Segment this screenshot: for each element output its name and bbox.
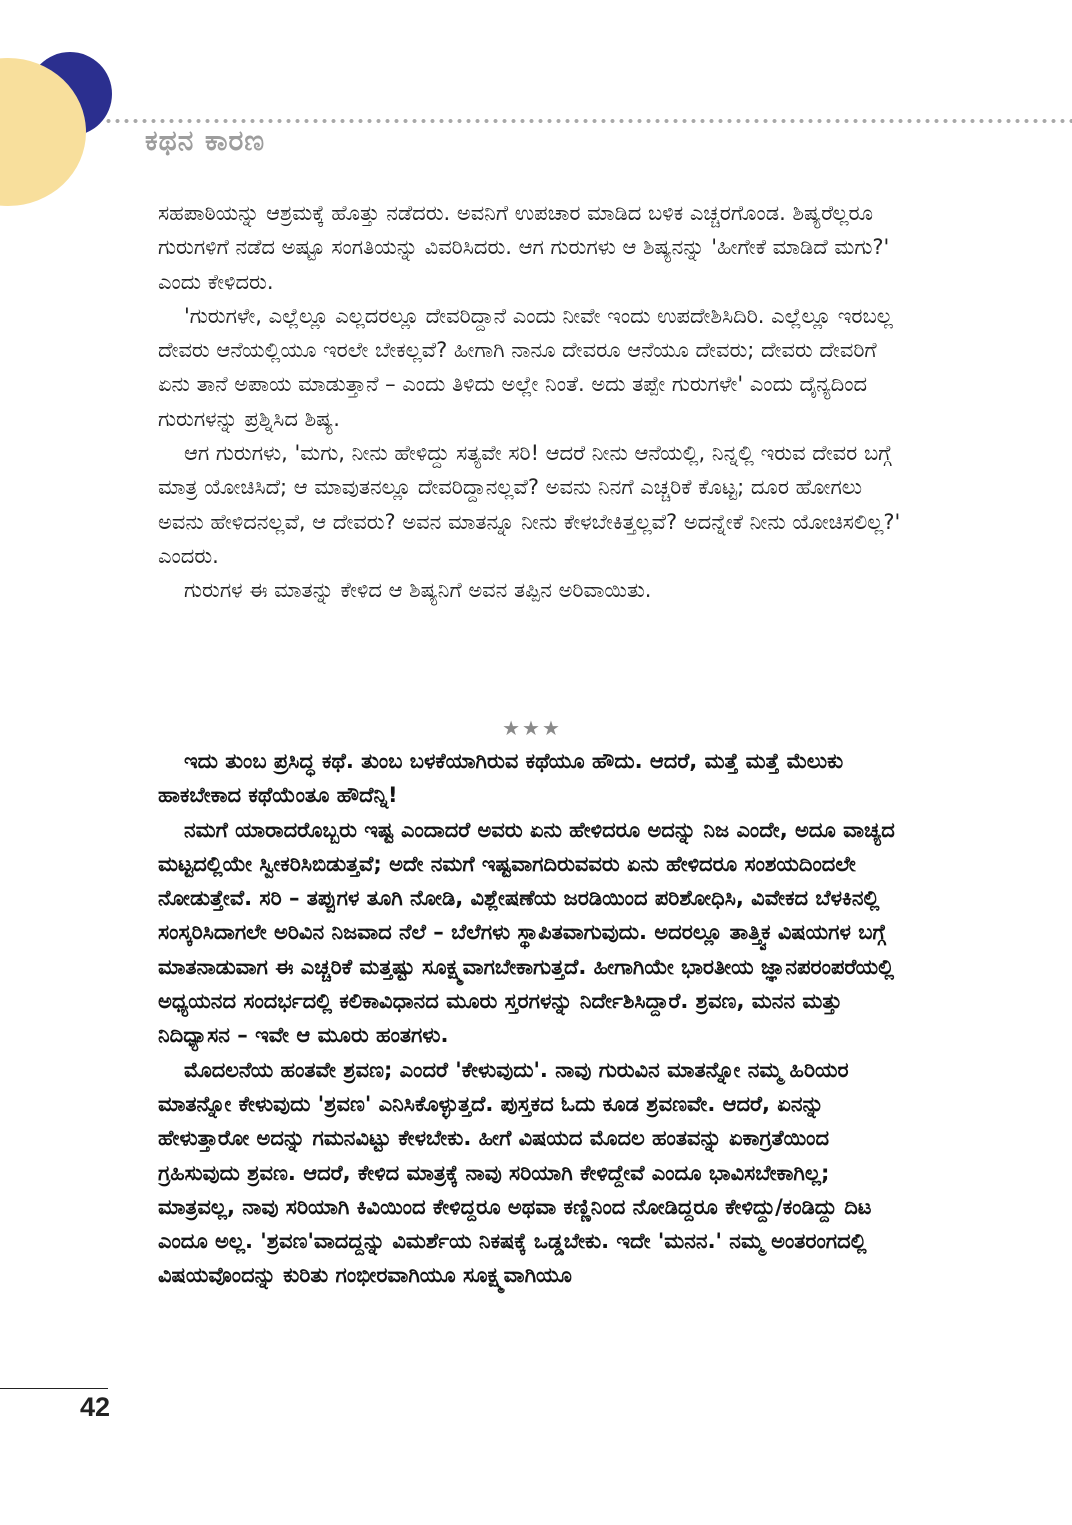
story-paragraph: 'ಗುರುಗಳೇ, ಎಲ್ಲೆಲ್ಲೂ ಎಲ್ಲದರಲ್ಲೂ ದೇವರಿದ್ದಾನೆ ಎಂದು ನೀವೇ ಇಂದು ಉಪದೇಶಿಸಿದಿರಿ. ಎಲ್ಲೆಲ್ಲೂ ಇರಬಲ್ಲ ದೇವರು ಆನೆಯಲ್ಲಿಯೂ ಇರಲೇ ಬೇಕಲ್ಲವೆ? ಹೀಗಾಗಿ ನಾನೂ ದೇವರೂ ಆನೆಯೂ ದೇವರು; ದೇವರು ದೇವರಿಗೆ ಏನು ತಾನೆ ಅಪಾಯ ಮಾಡುತ್ತಾನೆ – ಎಂದು ತಿಳಿದು ಅಲ್ಲೇ ನಿಂತೆ. ಅದು ತಪ್ಪೇ ಗುರುಗಳೇ' ಎಂದು ದೈನ್ಯದಿಂದ ಗುರುಗಳನ್ನು ಪ್ರಶ್ನಿಸಿದ ಶಿಷ್ಯ. <box>158 303 893 431</box>
story-paragraph: ಗುರುಗಳ ಈ ಮಾತನ್ನು ಕೇಳಿದ ಆ ಶಿಷ್ಯನಿಗೆ ಅವನ ತಪ್ಪಿನ ಅರಿವಾಯಿತು. <box>184 578 652 603</box>
commentary-text-block <box>158 744 908 1293</box>
story-text-block <box>158 196 908 608</box>
commentary-paragraph: ಮೊದಲನೆಯ ಹಂತವೇ ಶ್ರವಣ; ಎಂದರೆ 'ಕೇಳುವುದು'. ನಾವು ಗುರುವಿನ ಮಾತನ್ನೋ ನಮ್ಮ ಹಿರಿಯರ ಮಾತನ್ನೋ ಕೇಳುವುದು 'ಶ್ರವಣ' ಎನಿಸಿಕೊಳ್ಳುತ್ತದೆ. ಪುಸ್ತಕದ ಓದು ಕೂಡ ಶ್ರವಣವೇ. ಆದರೆ, ಏನನ್ನು ಹೇಳುತ್ತಾರೋ ಅದನ್ನು ಗಮನವಿಟ್ಟು ಕೇಳಬೇಕು. ಹೀಗೆ ವಿಷಯದ ಮೊದಲ ಹಂತವನ್ನು ಏಕಾಗ್ರತೆಯಿಂದ ಗ್ರಹಿಸುವುದು ಶ್ರವಣ. ಆದರೆ, ಕೇಳಿದ ಮಾತ್ರಕ್ಕೆ ನಾವು ಸರಿಯಾಗಿ ಕೇಳಿದ್ದೇವೆ ಎಂದೂ ಭಾವಿಸಬೇಕಾಗಿಲ್ಲ; ಮಾತ್ರವಲ್ಲ, ನಾವು ಸರಿಯಾಗಿ ಕಿವಿಯಿಂದ ಕೇಳಿದ್ದರೂ ಅಥವಾ ಕಣ್ಣಿನಿಂದ ನೋಡಿದ್ದರೂ ಕೇಳಿದ್ದು/ಕಂಡಿದ್ದು ದಿಟ ಎಂದೂ ಅಲ್ಲ. 'ಶ್ರವಣ'ವಾದದ್ದನ್ನು ವಿಮರ್ಶೆಯ ನಿಕಷಕ್ಕೆ ಒಡ್ಡಬೇಕು. ಇದೇ 'ಮನನ.' ನಮ್ಮ ಅಂತರಂಗದಲ್ಲಿ ವಿಷಯವೊಂದನ್ನು ಕುರಿತು ಗಂಭೀರವಾಗಿಯೂ ಸೂಕ್ಷ್ಮವಾಗಿಯೂ <box>158 1057 872 1288</box>
commentary-paragraph: ಇದು ತುಂಬ ಪ್ರಸಿದ್ಧ ಕಥೆ. ತುಂಬ ಬಳಕೆಯಾಗಿರುವ ಕಥೆಯೂ ಹೌದು. ಆದರೆ, ಮತ್ತೆ ಮತ್ತೆ ಮೆಲುಕು ಹಾಕಬೇಕಾದ ಕಥೆಯೆಂತೂ ಹೌದೆನ್ನಿ! <box>158 749 844 808</box>
footer-rule <box>0 1388 108 1389</box>
page-number: 42 <box>80 1392 111 1422</box>
section-header-title: ಕಥನ ಕಾರಣ <box>145 124 266 157</box>
story-paragraph: ಆಗ ಗುರುಗಳು, 'ಮಗು, ನೀನು ಹೇಳಿದ್ದು ಸತ್ಯವೇ ಸರಿ! ಆದರೆ ನೀನು ಆನೆಯಲ್ಲಿ, ನಿನ್ನಲ್ಲಿ ಇರುವ ದೇವರ ಬಗ್ಗೆ ಮಾತ್ರ ಯೋಚಿಸಿದೆ; ಆ ಮಾವುತನಲ್ಲೂ ದೇವರಿದ್ದಾನಲ್ಲವೆ? ಅವನು ನಿನಗೆ ಎಚ್ಚರಿಕೆ ಕೊಟ್ಟ; ದೂರ ಹೋಗಲು ಅವನು ಹೇಳಿದನಲ್ಲವೆ, ಆ ದೇವರು? ಅವನ ಮಾತನ್ನೂ ನೀನು ಕೇಳಬೇಕಿತ್ತಲ್ಲವೆ? ಅದನ್ನೇಕೆ ನೀನು ಯೋಚಿಸಲಿಲ್ಲ?' ಎಂದರು. <box>158 441 901 568</box>
commentary-paragraph: ನಮಗೆ ಯಾರಾದರೊಬ್ಬರು ಇಷ್ಟ ಎಂದಾದರೆ ಅವರು ಏನು ಹೇಳಿದರೂ ಅದನ್ನು ನಿಜ ಎಂದೇ, ಅದೂ ವಾಚ್ಯದ ಮಟ್ಟದಲ್ಲಿಯೇ ಸ್ವೀಕರಿಸಿಬಿಡುತ್ತವೆ; ಅದೇ ನಮಗೆ ಇಷ್ಟವಾಗದಿರುವವರು ಏನು ಹೇಳಿದರೂ ಸಂಶಯದಿಂದಲೇ ನೋಡುತ್ತೇವೆ. ಸರಿ – ತಪ್ಪುಗಳ ತೂಗಿ ನೋಡಿ, ವಿಶ್ಲೇಷಣೆಯ ಜರಡಿಯಿಂದ ಪರಿಶೋಧಿಸಿ, ವಿವೇಕದ ಬೆಳಕಿನಲ್ಲಿ ಸಂಸ್ಕರಿಸಿದಾಗಲೇ ಅರಿವಿನ ನಿಜವಾದ ನೆಲೆ – ಬೆಲೆಗಳು ಸ್ಥಾಪಿತವಾಗುವುದು. ಅದರಲ್ಲೂ ತಾತ್ತ್ವಿಕ ವಿಷಯಗಳ ಬಗ್ಗೆ ಮಾತನಾಡುವಾಗ ಈ ಎಚ್ಚರಿಕೆ ಮತ್ತಷ್ಟು ಸೂಕ್ಷ್ಮವಾಗಬೇಕಾಗುತ್ತದೆ. ಹೀಗಾಗಿಯೇ ಭಾರತೀಯ ಜ್ಞಾನಪರಂಪರೆಯಲ್ಲಿ ಅಧ್ಯಯನದ ಸಂದರ್ಭದಲ್ಲಿ ಕಲಿಕಾವಿಧಾನದ ಮೂರು ಸ್ತರಗಳನ್ನು ನಿರ್ದೇಶಿಸಿದ್ದಾರೆ. ಶ್ರವಣ, ಮನನ ಮತ್ತು ನಿದಿಧ್ಯಾಸನ – ಇವೇ ಆ ಮೂರು ಹಂತಗಳು. <box>158 817 895 1048</box>
section-separator-stars: ★★★ <box>502 716 562 740</box>
story-paragraph: ಸಹಪಾಠಿಯನ್ನು ಆಶ್ರಮಕ್ಕೆ ಹೊತ್ತು ನಡೆದರು. ಅವನಿಗೆ ಉಪಚಾರ ಮಾಡಿದ ಬಳಿಕ ಎಚ್ಚರಗೊಂಡ. ಶಿಷ್ಯರೆಲ್ಲರೂ ಗುರುಗಳಿಗೆ ನಡೆದ ಅಷ್ಟೂ ಸಂಗತಿಯನ್ನು ವಿವರಿಸಿದರು. ಆಗ ಗುರುಗಳು ಆ ಶಿಷ್ಯನನ್ನು 'ಹೀಗೇಕೆ ಮಾಡಿದೆ ಮಗು?' ಎಂದು ಕೇಳಿದರು. <box>158 201 890 294</box>
